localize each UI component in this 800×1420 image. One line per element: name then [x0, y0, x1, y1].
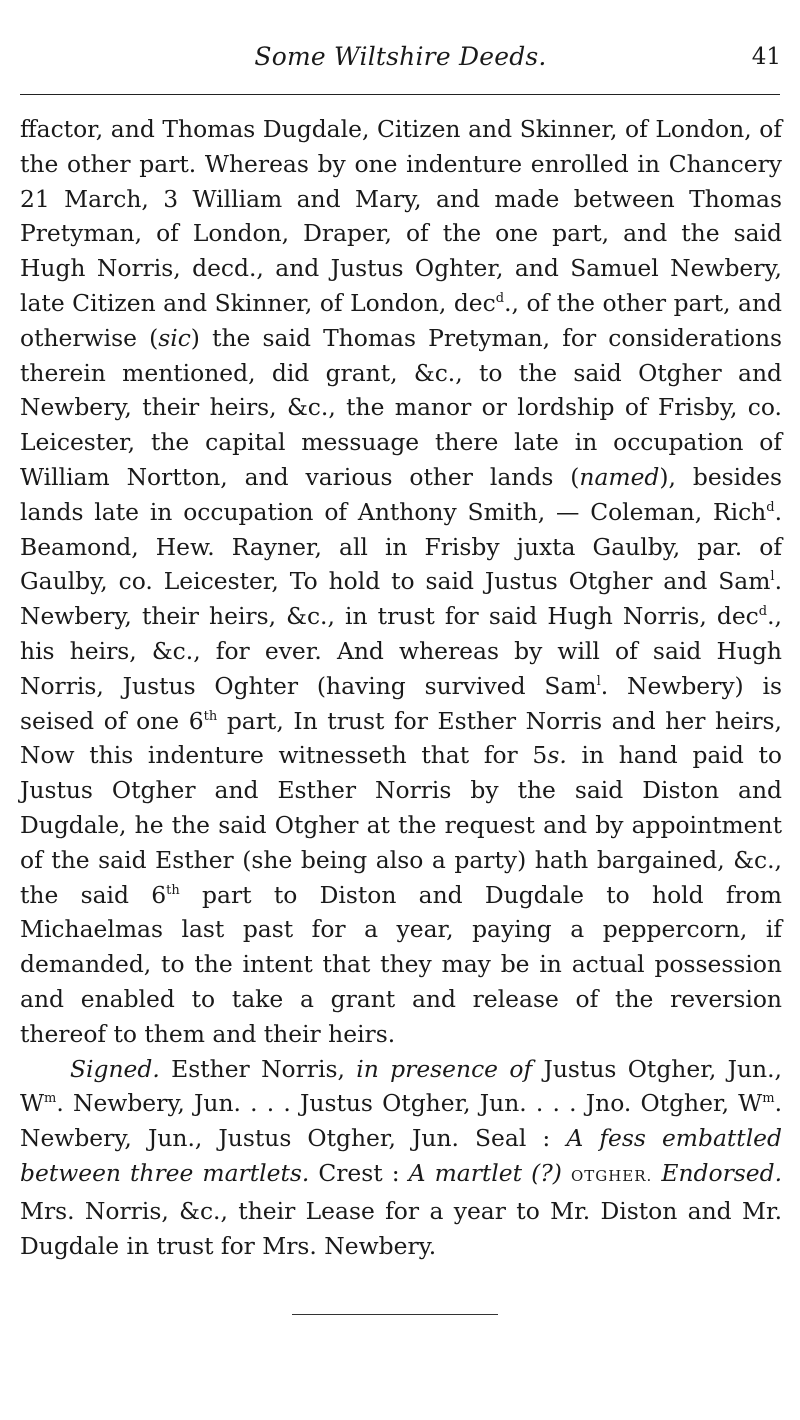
page-number: 41: [751, 44, 781, 70]
text-run: Mrs. Norris, &c., their Lease for a year to Mr. Diston and Mr. Dugdale in trust for Mrs. Newbery.: [20, 1196, 782, 1260]
paragraph-signatures: [20, 1052, 782, 1264]
running-head: [18, 40, 783, 80]
superscript: d: [766, 499, 775, 515]
superscript: th: [166, 882, 180, 898]
italic-run: Endorsed.: [661, 1158, 783, 1187]
text-run: [562, 1159, 571, 1187]
superscript: l: [596, 673, 601, 689]
paragraph-deed-recital: [20, 112, 782, 1052]
text-run: Justus Otgher, Jun., W: [20, 1054, 782, 1118]
body-text: [20, 112, 782, 1263]
italic-run: s.: [547, 741, 567, 770]
section-end-rule: [292, 1314, 498, 1315]
italic-run: Signed.: [70, 1054, 160, 1083]
superscript: m: [762, 1091, 775, 1107]
text-run: . Newbery, their heirs, &c., in trust for said Hugh Norris, dec: [20, 567, 782, 631]
italic-run: in presence of: [356, 1054, 533, 1083]
text-run: ) the said Thomas Pretyman, for considerations therein mentioned, did grant, &c., to the said Otgher and Newbery, their heirs, &c., the manor or lordship of Frisby, co. Leicester, the capital messuage there late in occupation of William Nortton, and various other lands (: [20, 323, 783, 491]
text-run: ), besides lands late in occupation of Anthony Smith, — Coleman, Rich: [20, 462, 782, 526]
text-run: . Newbery) is seised of one 6: [20, 671, 782, 735]
superscript: l: [770, 569, 775, 585]
text-run: Esther Norris,: [159, 1054, 357, 1083]
superscript: d: [495, 290, 505, 306]
superscript: m: [44, 1091, 57, 1107]
text-run: ., of the other part, and otherwise (: [20, 288, 782, 352]
text-run: . Newbery, Jun., Justus Otgher, Jun. Seal :: [20, 1089, 782, 1153]
italic-run: A martlet (?): [408, 1158, 562, 1187]
text-run: . Beamond, Hew. Rayner, all in Frisby juxta Gaulby, par. of Gaulby, co. Leicester, To hold to said Justus Otgher and Sam: [20, 497, 782, 596]
text-run: in hand paid to Justus Otgher and Esther Norris by the said Diston and Dugdale, he the said Otgher at the request and by appointment of the said Esther (she being also a party) hath bargained, &c., the said 6: [20, 741, 782, 909]
text-run: ffactor, and Thomas Dugdale, Citizen and Skinner, of London, of the other part. Whereas by one indenture enrolled in Chancery 21 March, 3 William and Mary, and made between Thomas Pretyman, of London, Draper, of the one part, and the said Hugh Norris, decd., and Justus Oghter, and Samuel Newbery, late Citizen and Skinner, of London, dec: [20, 115, 782, 317]
text-run: Crest :: [309, 1158, 409, 1187]
superscript: d: [758, 604, 768, 620]
superscript: th: [203, 708, 218, 724]
text-run: part to Diston and Dugdale to hold from Michaelmas last past for a year, paying a peppercorn, if demanded, to the intent that they may be in actual possession and enabled to take a grant and release of the reversion thereof to them and their heirs.: [20, 880, 782, 1048]
italic-run: sic: [158, 323, 191, 352]
italic-run: A fess embattled between three martlets.: [20, 1124, 782, 1187]
running-title: Some Wiltshire Deeds.: [254, 42, 547, 71]
text-run: part, In trust for Esther Norris and her heirs, Now this indenture witnesseth that for 5: [20, 706, 782, 770]
text-run: ., his heirs, &c., for ever. And whereas by will of said Hugh Norris, Justus Oghter (having survived Sam: [20, 602, 782, 700]
text-run: . Newbery, Jun. . . . Justus Otgher, Jun. . . . Jno. Otgher, W: [56, 1089, 763, 1118]
header-rule: [20, 94, 780, 95]
small-caps-run: OTGHER.: [570, 1166, 653, 1185]
italic-run: named: [579, 462, 660, 491]
